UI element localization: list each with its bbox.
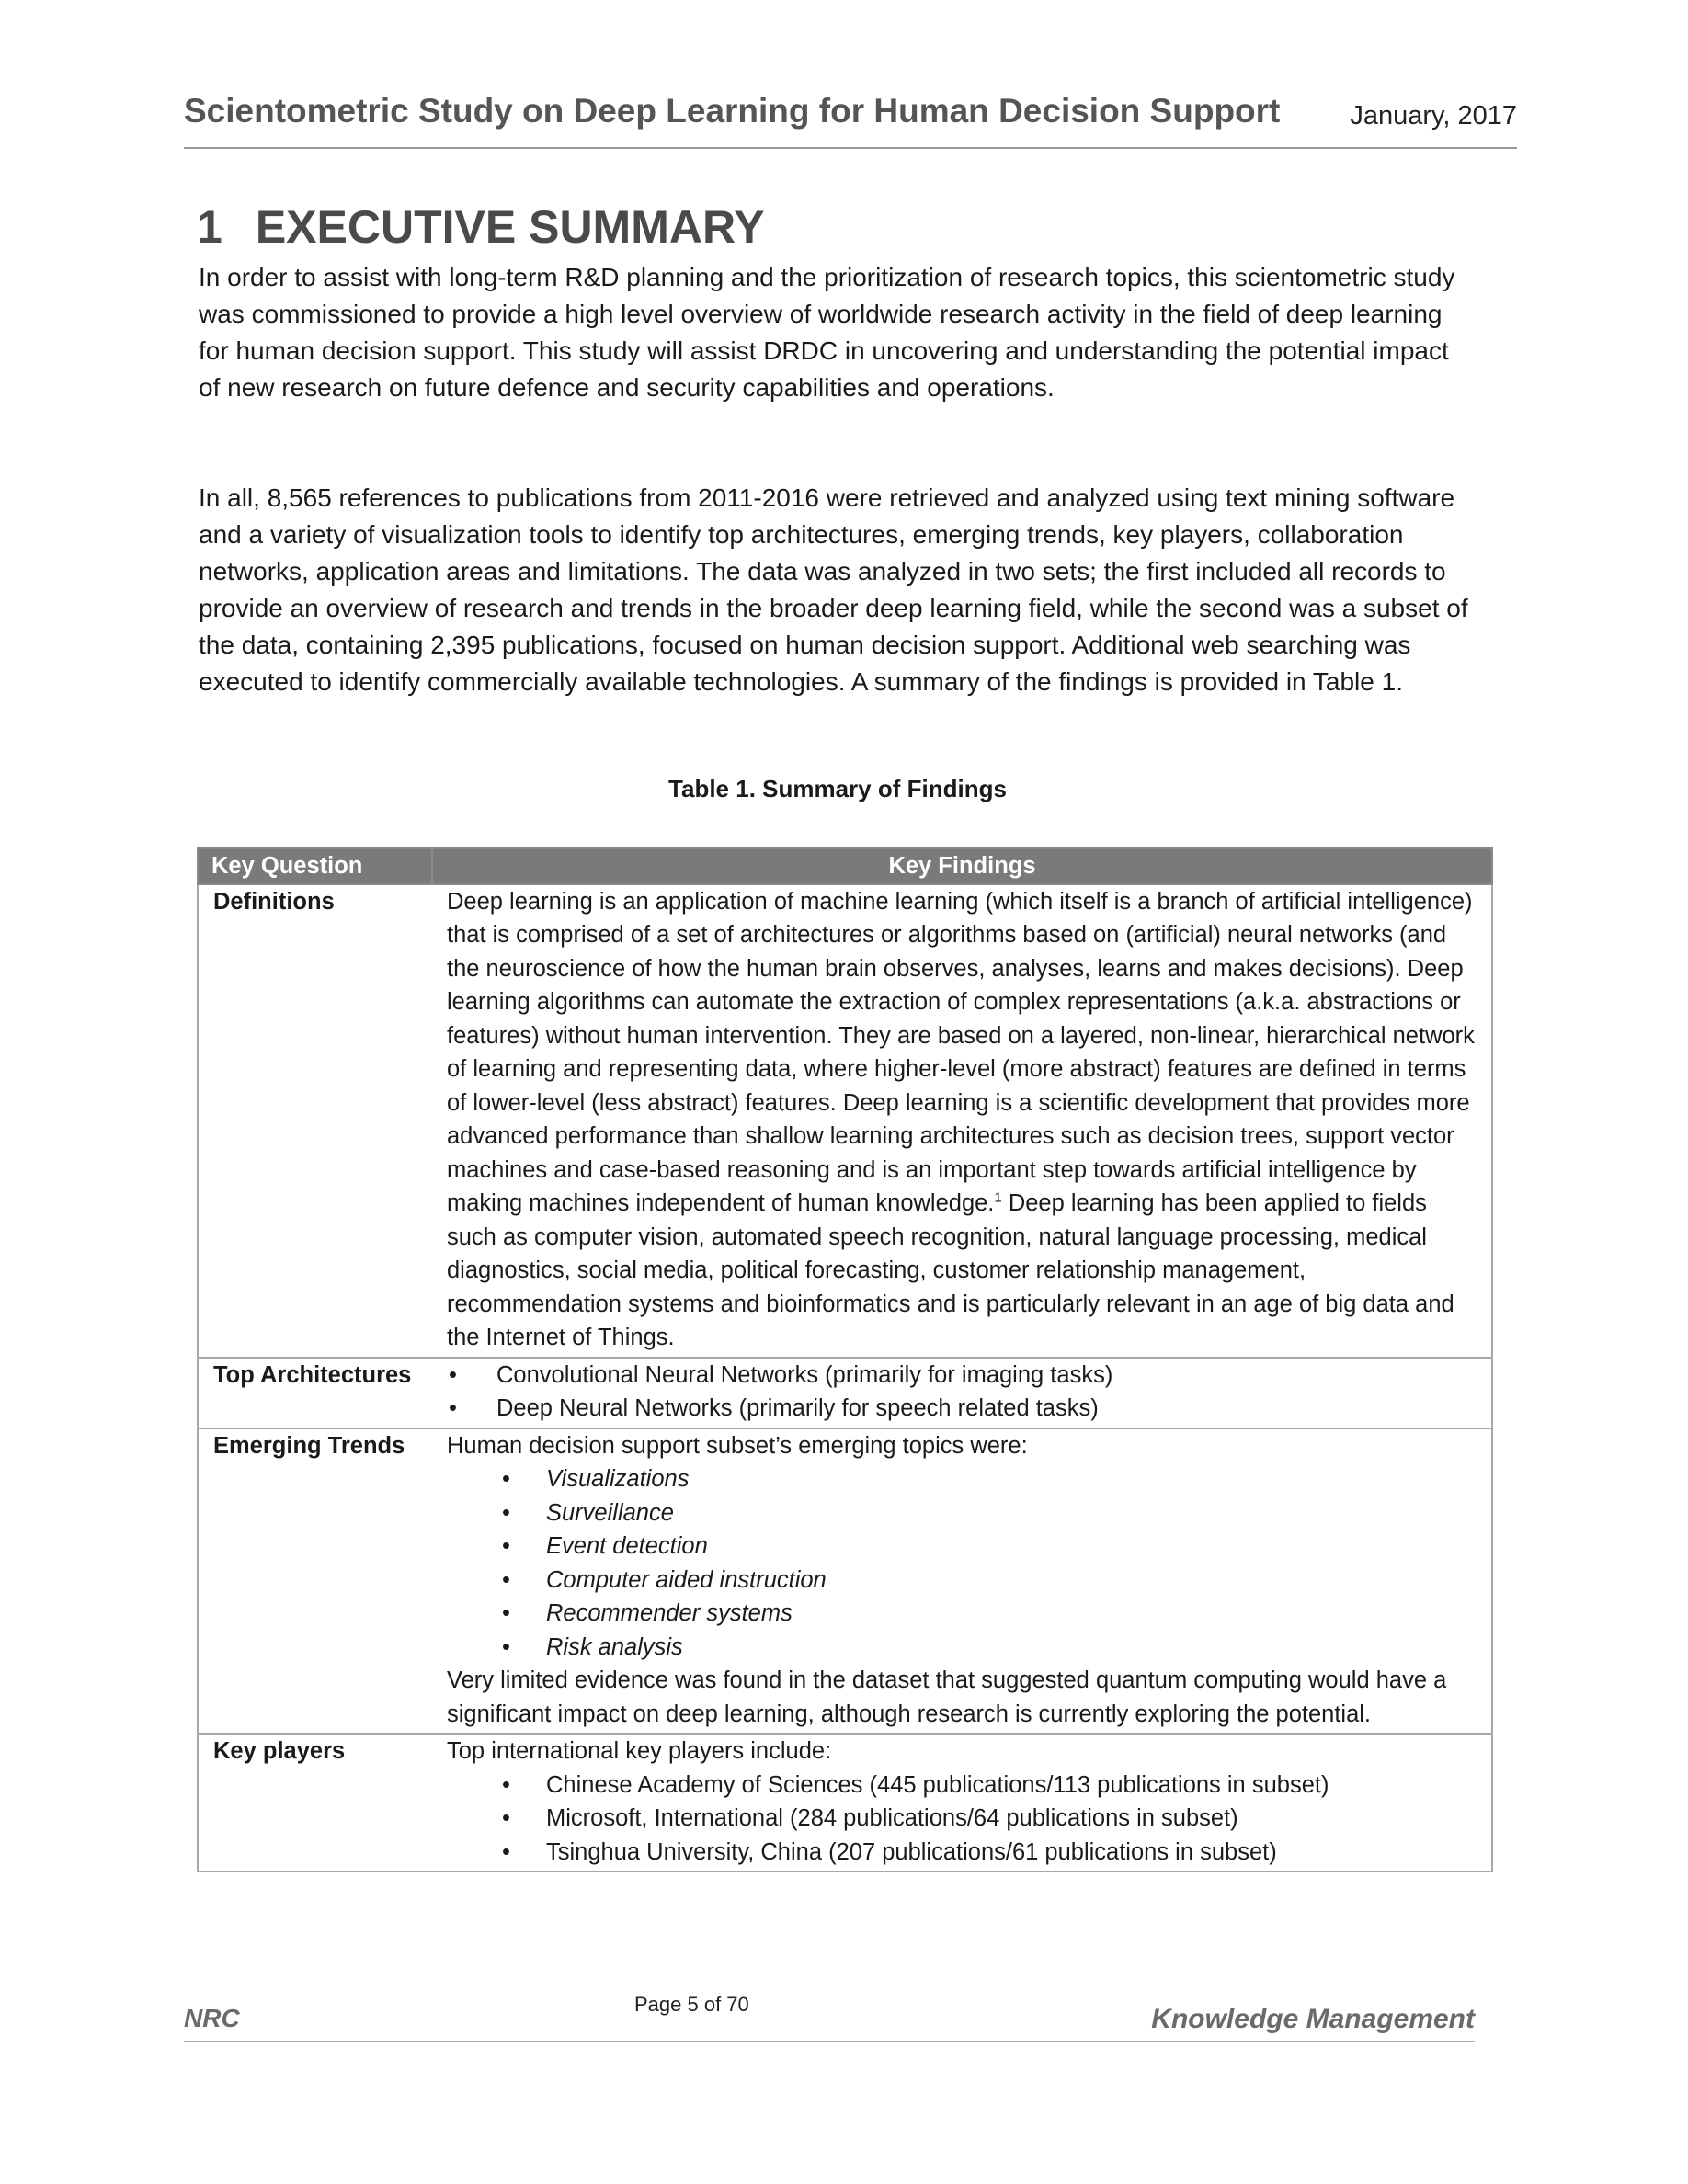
row-question: Definitions — [198, 884, 432, 1358]
players-list — [447, 1769, 1480, 1870]
trends-note: Very limited evidence was found in the dataset that suggested quantum computing would have a significant impact on deep learning, although research is currently exploring the potential. — [447, 1667, 1447, 1727]
list-item: • Computer aided instruction — [447, 1564, 1480, 1598]
footer-department: Knowledge Management — [1151, 2004, 1475, 2034]
section-title: EXECUTIVE SUMMARY — [255, 201, 765, 253]
table-header-row — [198, 848, 1492, 884]
document-date: January, 2017 — [1350, 101, 1517, 131]
document-title: Scientometric Study on Deep Learning for Human Decision Support — [184, 92, 1281, 130]
list-item: • Tsinghua University, China (207 publications/61 publications in subset) — [447, 1836, 1480, 1870]
footnote-reference: 1 — [994, 1189, 1002, 1206]
list-item: • Recommender systems — [447, 1597, 1480, 1631]
list-item: • Microsoft, International (284 publications/64 publications in subset) — [447, 1802, 1480, 1836]
row-findings — [432, 884, 1492, 1358]
players-intro: Top international key players include: — [447, 1738, 832, 1764]
list-item: • Risk analysis — [447, 1631, 1480, 1665]
list-item: • Chinese Academy of Sciences (445 publications/113 publications in subset) — [447, 1769, 1480, 1803]
table-row-key-players — [198, 1734, 1492, 1871]
section-heading — [197, 200, 765, 254]
findings-table — [197, 847, 1493, 1872]
row-question: Emerging Trends — [198, 1428, 432, 1735]
column-header-key-question: Key Question — [198, 848, 432, 884]
trends-list — [447, 1462, 1480, 1664]
summary-paragraph-2: In all, 8,565 references to publications from 2011-2016 were retrieved and analyzed using text mining software and a variety of visualization tools to identify top architectures, emerging trends, key players, collaboration networks, application areas and limitations. The data was analyzed in two sets; the first included all records to provide an overview of research and trends in the broader deep learning field, while the second was a subset of the data, containing 2,395 publications, focused on human decision support. Additional web searching was executed to identify commercially available technologies. A summary of the findings is provided in Table 1. — [199, 483, 1468, 696]
footer-organization: NRC — [184, 2004, 240, 2032]
list-item: • Deep Neural Networks (primarily for speech related tasks) — [447, 1392, 1480, 1426]
table-row-top-architectures — [198, 1358, 1492, 1428]
section-number: 1 — [197, 201, 222, 253]
definitions-text-continued: Deep learning has been applied to fields such as computer vision, automated speech recognition, natural language processing, medical diagnostics, social media, political forecasting, customer relationship management, recommendation systems and bioinformatics and is particularly relevant in an age of big data and the Internet of Things. — [447, 1190, 1454, 1350]
table-caption: Table 1. Summary of Findings — [668, 775, 1007, 802]
row-question: Top Architectures — [198, 1358, 432, 1428]
list-item: • Visualizations — [447, 1462, 1480, 1496]
table-row-definitions — [198, 884, 1492, 1358]
column-header-key-findings: Key Findings — [432, 848, 1492, 884]
list-item: • Convolutional Neural Networks (primarily for imaging tasks) — [447, 1359, 1480, 1393]
architectures-list — [447, 1359, 1480, 1426]
page-header — [184, 92, 1517, 149]
row-findings — [432, 1428, 1492, 1735]
summary-paragraph-1: In order to assist with long-term R&D planning and the prioritization of research topics, this scientometric study was commissioned to provide a high level overview of worldwide research activity in the field of deep learning for human decision support. This study will assist DRDC in uncovering and understanding the potential impact of new research on future defence and security capabilities and operations. — [199, 263, 1455, 402]
row-findings — [432, 1734, 1492, 1871]
table-row-emerging-trends — [198, 1428, 1492, 1735]
row-findings — [432, 1358, 1492, 1428]
page-number: Page 5 of 70 — [634, 1993, 749, 2016]
list-item: • Event detection — [447, 1530, 1480, 1564]
row-question: Key players — [198, 1734, 432, 1871]
page-footer — [184, 1993, 1475, 2042]
definitions-text: Deep learning is an application of machine learning (which itself is a branch of artificial intelligence) that is comprised of a set of architectures or algorithms based on (artificial) neural networks (and the neuroscience of how the human brain observes, analyses, learns and makes decisions). Deep learning algorithms can automate the extraction of complex representations (a.k.a. abstractions or features) without human intervention. They are based on a layered, non-linear, hierarchical network of learning and representing data, where higher-level (more abstract) features are defined in terms of lower-level (less abstract) features. Deep learning is a scientific development that provides more advanced performance than shallow learning architectures such as decision trees, support vector machines and case-based reasoning and is an important step towards artificial intelligence by making machines independent of human knowledge. — [447, 888, 1475, 1216]
trends-intro: Human decision support subset’s emerging topics were: — [447, 1432, 1028, 1459]
list-item: • Surveillance — [447, 1496, 1480, 1530]
